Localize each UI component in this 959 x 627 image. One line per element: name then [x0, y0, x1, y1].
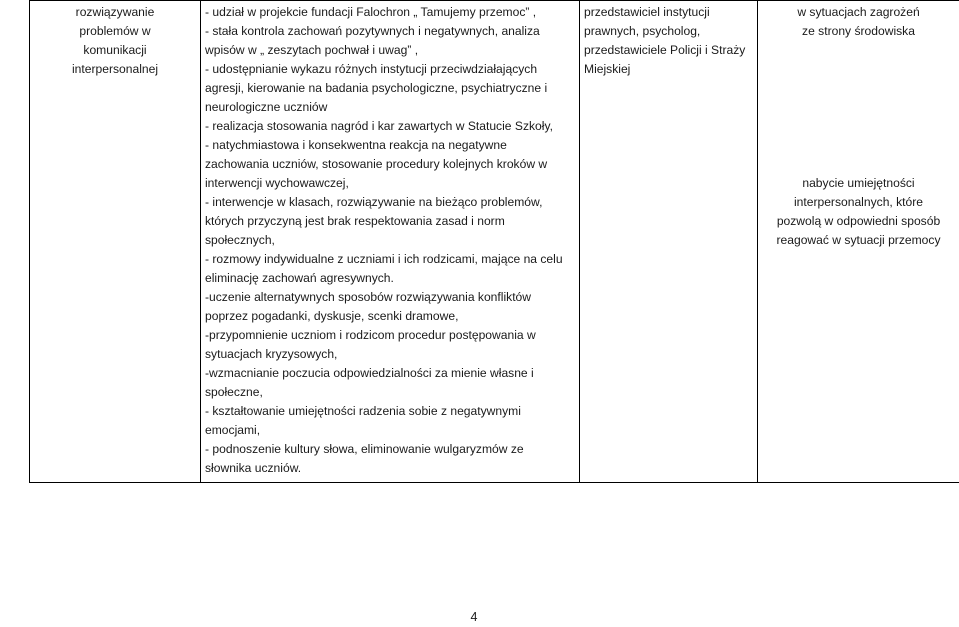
task-line: sytuacjach kryzysowych, — [205, 347, 338, 361]
task-line: agresji, kierowanie na badania psychologiczne, psychiatryczne i — [205, 81, 548, 95]
task-line: - stała kontrola zachowań pozytywnych i negatywnych, analiza — [205, 24, 540, 38]
task-line: - rozmowy indywidualne z uczniami i ich rodzicami, mające na celu — [205, 252, 563, 266]
tasks-cell — [201, 1, 580, 483]
outcome-line: nabycie umiejętności — [802, 176, 915, 190]
outcomes-cell — [758, 1, 959, 483]
outcome-line: interpersonalnych, które — [793, 195, 924, 209]
responsible-cell — [580, 1, 758, 483]
task-line: - realizacja stosowania nagród i kar zawartych w Statucie Szkoły, — [205, 119, 553, 133]
task-line: interwencji wychowawczej, — [205, 176, 349, 190]
area-line: komunikacji — [83, 43, 147, 57]
responsible-line: prawnych, psycholog, — [584, 24, 701, 38]
responsible-line: Miejskiej — [584, 62, 631, 76]
page-number: 4 — [470, 610, 478, 624]
area-line: problemów w — [79, 24, 151, 38]
task-line: zachowania uczniów, stosowanie procedury kolejnych kroków w — [205, 157, 548, 171]
table-row — [30, 1, 959, 483]
outcome-line: w sytuacjach zagrożeń — [797, 5, 920, 19]
task-line: społecznych, — [205, 233, 275, 247]
task-line: -przypomnienie uczniom i rodzicom procedur postępowania w — [205, 328, 536, 342]
outcome-line: ze strony środowiska — [802, 24, 915, 38]
task-line: - udział w projekcie fundacji Falochron „ Tamujemy przemoc” , — [205, 5, 537, 19]
task-line: - udostępnianie wykazu różnych instytucji przeciwdziałających — [205, 62, 538, 76]
area-line: interpersonalnej — [71, 62, 159, 76]
task-line: - natychmiastowa i konsekwentna reakcja na negatywne — [205, 138, 507, 152]
task-line: emocjami, — [205, 423, 261, 437]
task-line: wpisów w „ zeszytach pochwał i uwag” , — [205, 43, 419, 57]
outcome-line: reagować w sytuacji przemocy — [776, 233, 941, 247]
content-table — [29, 0, 959, 483]
responsible-line: przedstawiciel instytucji — [584, 5, 710, 19]
task-line: -uczenie alternatywnych sposobów rozwiązywania konfliktów — [205, 290, 532, 304]
task-line: społeczne, — [205, 385, 263, 399]
task-line: - kształtowanie umiejętności radzenia sobie z negatywnymi — [205, 404, 521, 418]
task-line: -wzmacnianie poczucia odpowiedzialności za mienie własne i — [205, 366, 534, 380]
task-line: eliminację zachowań agresywnych. — [205, 271, 394, 285]
task-line: - podnoszenie kultury słowa, eliminowanie wulgaryzmów ze — [205, 442, 524, 456]
outcome-spacer — [762, 41, 955, 174]
task-line: których przyczyną jest brak respektowania zasad i norm — [205, 214, 505, 228]
area-line: rozwiązywanie — [75, 5, 155, 19]
task-line: neurologiczne uczniów — [205, 100, 328, 114]
responsible-line: przedstawiciele Policji i Straży — [584, 43, 746, 57]
outcome-line: pozwolą w odpowiedni sposób — [776, 214, 941, 228]
area-cell — [30, 1, 201, 483]
tasks-list — [205, 3, 575, 478]
task-line: poprzez pogadanki, dyskusje, scenki dramowe, — [205, 309, 459, 323]
task-line: słownika uczniów. — [205, 461, 302, 475]
task-line: - interwencje w klasach, rozwiązywanie na bieżąco problemów, — [205, 195, 543, 209]
